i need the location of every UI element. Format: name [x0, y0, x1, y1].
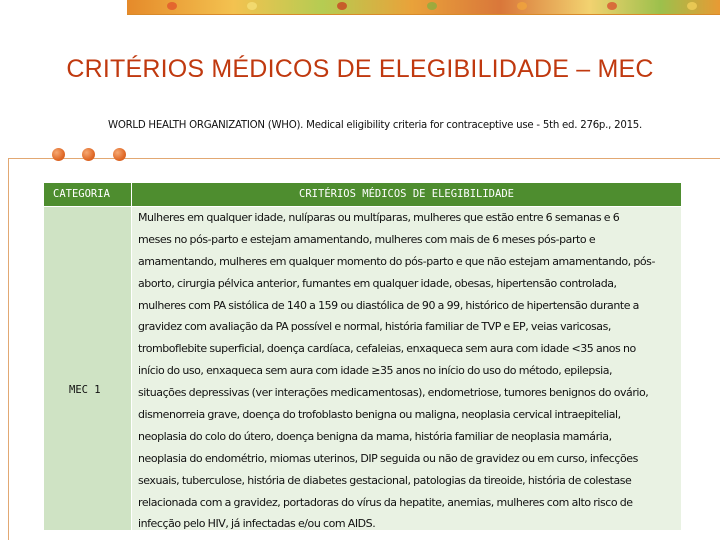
table-cell-category: [44, 207, 131, 530]
category-label: MEC 1: [69, 384, 101, 396]
criteria-line: gravidez com avaliação da PA possível e normal, história familiar de TVP e EP, veias varicosas,: [138, 320, 611, 334]
page-title: CRITÉRIOS MÉDICOS DE ELEGIBILIDADE – MEC: [66, 55, 654, 83]
criteria-line: sexuais, tuberculose, história de diabetes gestacional, patologias da tireoide, história de colestase: [138, 473, 632, 487]
criteria-line: situações depressivas (ver interações medicamentosas), endometriose, tumores benignos do ovário,: [138, 386, 649, 400]
criteria-line: meses no pós-parto e estejam amamentando, mulheres com mais de 6 meses pós-parto e: [138, 232, 596, 246]
bullet-dot-icon: [82, 148, 95, 161]
banner-flower-icon: [607, 2, 617, 10]
criteria-line: aborto, cirurgia pélvica anterior, fumantes em qualquer idade, obesas, hipertensão controlada,: [138, 276, 617, 290]
criteria-line: mulheres com PA sistólica de 140 a 159 ou diastólica de 90 a 99, histórico de hipertensão durante a: [138, 298, 639, 312]
criteria-line: relacionada com a gravidez, portadoras do vírus da hepatite, anemias, mulheres com alto risco de: [138, 495, 633, 509]
divider-line-vertical: [8, 158, 9, 540]
banner-flower-icon: [167, 2, 177, 10]
decorative-banner: [127, 0, 720, 15]
bullet-dot-icon: [113, 148, 126, 161]
banner-flower-icon: [517, 2, 527, 10]
banner-flower-icon: [247, 2, 257, 10]
bullet-dot-icon: [52, 148, 65, 161]
banner-flower-icon: [427, 2, 437, 10]
criteria-line: dismenorreia grave, doença do trofoblasto benigna ou maligna, neoplasia cervical intraepitelial,: [138, 408, 621, 422]
banner-flower-icon: [687, 2, 697, 10]
criteria-line: infecção pelo HIV, já infectadas e/ou com AIDS.: [138, 517, 376, 531]
criteria-table: [44, 183, 681, 530]
criteria-line: Mulheres em qualquer idade, nulíparas ou multíparas, mulheres que estão entre 6 semanas e 6: [138, 211, 620, 224]
table-header-category: CATEGORIA: [44, 183, 131, 206]
criteria-text: [138, 207, 683, 535]
table-header-criteria: CRITÉRIOS MÉDICOS DE ELEGIBILIDADE: [132, 183, 681, 206]
criteria-line: amamentando, mulheres em qualquer momento do pós-parto e que não estejam amamentando, pós-: [138, 254, 655, 268]
criteria-line: neoplasia do endométrio, miomas uterinos, DIP seguida ou não de gravidez ou em curso, infecções: [138, 451, 638, 465]
criteria-line: tromboflebite superficial, doença cardíaca, cefaleias, enxaqueca sem aura com idade <35 anos no: [138, 342, 636, 356]
criteria-line: início do uso, enxaqueca sem aura com idade ≥35 anos no início do uso do método, epilepsia,: [138, 364, 613, 378]
reference-citation: WORLD HEALTH ORGANIZATION (WHO). Medical eligibility criteria for contraceptive use - 5th ed. 276p., 2015.: [108, 120, 643, 131]
banner-flower-icon: [337, 2, 347, 10]
criteria-line: neoplasia do colo do útero, doença benigna da mama, história familiar de neoplasia mamária,: [138, 429, 612, 443]
